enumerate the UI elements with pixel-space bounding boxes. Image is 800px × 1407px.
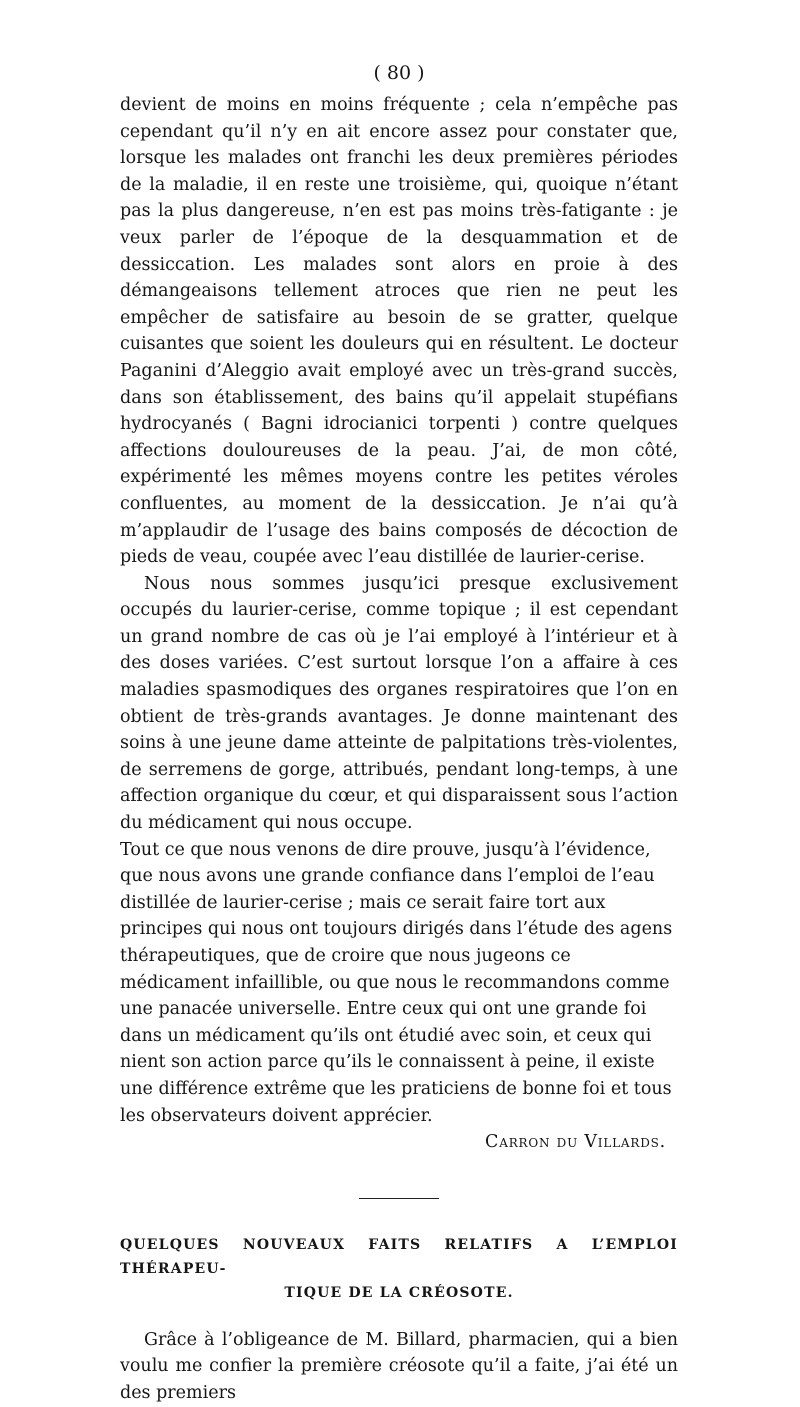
page — [120, 58, 678, 1407]
paragraph-2: Nous nous sommes jusqu’ici presque exclusivement occupés du laurier-cerise, comme topique ; il est cependant un grand nombre de cas où je l’ai employé à l’intérieur et à des doses variées. C’est surtout lorsque l’on a affaire à ces maladies spasmodiques des organes respiratoires que l’on en obtient de très-grands avantages. Je donne maintenant des soins à une jeune dame atteinte de palpitations très-violentes, de serremens de gorge, attribués, pendant long-temps, à une affection organique du cœur, et qui disparaissent sous l’action du médicament qui nous occupe. — [120, 573, 678, 834]
page-number: ( 80 ) — [373, 62, 425, 84]
section-title — [120, 1233, 678, 1305]
section-separator — [359, 1198, 439, 1199]
section-title-line-2: TIQUE DE LA CRÉOSOTE. — [284, 1284, 514, 1301]
signature-line — [120, 1129, 678, 1156]
section-title-line-1: QUELQUES NOUVEAUX FAITS RELATIFS A L’EMPLOI THÉRAPEU- — [120, 1236, 678, 1277]
author-signature: Carron du Villards. — [485, 1132, 666, 1153]
paragraph-1: devient de moins en moins fréquente ; cela n’empêche pas cependant qu’il n’y en ait encore assez pour constater que, lorsque les malades ont franchi les deux premières périodes de la maladie, il en reste une troisième, qui, quoique n’étant pas la plus dangereuse, n’en est pas moins très-fatigante : je veux parler de l’époque de la desquammation et de dessiccation. Les malades sont alors en proie à des démangeaisons tellement atroces que rien ne peut les empêcher de satisfaire au besoin de se gratter, quelque cuisantes que soient les douleurs qui en résultent. Le docteur Paganini d’Aleggio avait employé avec un très-grand succès, dans son établissement, des bains qu’il appelait stupéfians hydrocyanés ( Bagni idrocianici torpenti ) contre quelques affections douloureuses de la peau. J’ai, de mon côté, expérimenté les mêmes moyens contre les petites véroles confluentes, au moment de la dessiccation. Je n’ai qu’à m’applaudir de l’usage des bains composés de décoction de pieds de veau, coupée avec l’eau distillée de laurier-cerise. — [120, 95, 678, 568]
section-body-paragraph: Grâce à l’obligeance de M. Billard, pharmacien, qui a bien voulu me confier la première créosote qu’il a faite, j’ai été un des premiers — [120, 1329, 678, 1403]
closing-block — [120, 837, 678, 1130]
paragraph-3: Tout ce que nous venons de dire prouve, jusqu’à l’évidence, que nous avons une grande confiance dans l’emploi de l’eau distillée de laurier-cerise ; mais ce serait faire tort aux principes qui nous ont toujours dirigés dans l’étude des agens thérapeutiques, que de croire que nous jugeons ce médicament infaillible, ou que nous le recommandons comme une panacée universelle. Entre ceux qui ont une grande foi dans un médicament qu’ils ont étudié avec soin, et ceux qui nient son action parce qu’ils le connaissent à peine, il existe une différence extrême que les praticiens de bonne foi et tous les observateurs doivent apprécier. — [120, 839, 673, 1126]
